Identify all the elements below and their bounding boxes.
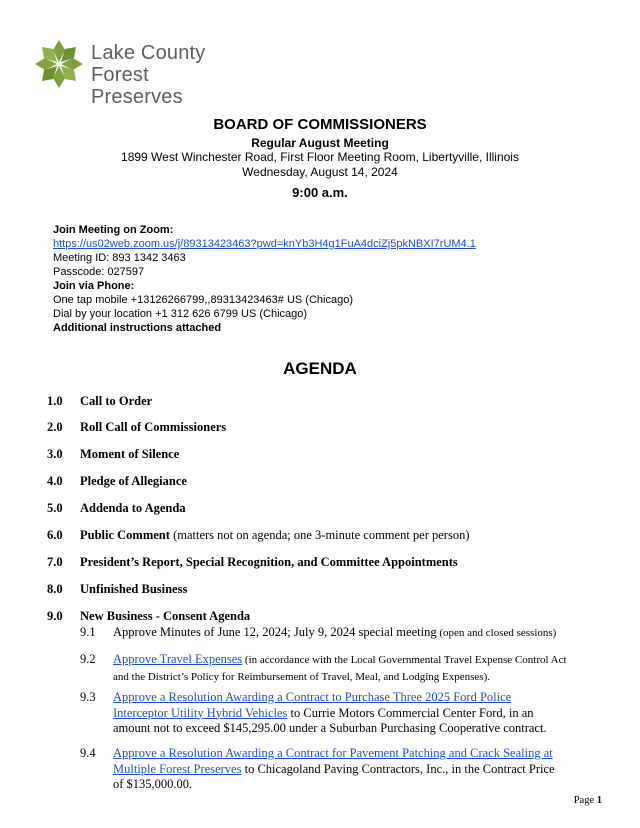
sub-item-text [113,652,568,685]
one-tap-mobile: One tap mobile +13126266799,,89313423463# US (Chicago) [53,294,353,306]
zoom-join-label: Join Meeting on Zoom: [53,224,174,236]
meeting-time: 9:00 a.m. [292,185,348,200]
public-comment-title: Public Comment [80,528,170,542]
police-vehicles-link[interactable]: Approve a Resolution Awarding a Contract to Purchase Three 2025 Ford Police Interceptor Utility Hybrid Vehicles [113,690,512,720]
board-title: BOARD OF COMMISSIONERS [213,116,427,133]
page-number-value: 1 [596,795,602,806]
minutes-note: (open and closed sessions) [436,627,557,639]
agenda-item-number: 9.0 [47,609,63,623]
sub-item-number: 9.4 [80,746,96,760]
agenda-item-title: Addenda to Agenda [80,501,186,515]
police-vehicles-desc: to Currie Motors Commercial Center Ford, in an amount not to exceed $145,295.00 under a Suburban Purchasing Cooperative contract. [113,705,547,735]
meeting-date: Wednesday, August 14, 2024 [242,165,398,179]
organization-logo [33,38,243,108]
zoom-meeting-id: Meeting ID: 893 1342 3463 [53,252,186,264]
minutes-text: Approve Minutes of June 12, 2024; July 9, 2024 special meeting [113,625,437,639]
agenda-item-title: Roll Call of Commissioners [80,420,227,434]
sub-item-number: 9.2 [80,652,96,666]
travel-expenses-link[interactable]: Approve Travel Expenses [113,652,243,666]
agenda-item-number: 2.0 [47,420,63,434]
sub-item-text [113,746,568,793]
agenda-item-title: Call to Order [80,394,153,408]
agenda-item-title: Moment of Silence [80,447,180,461]
sub-item-text [113,690,568,737]
agenda-item-number: 6.0 [47,528,63,542]
meeting-address: 1899 West Winchester Road, First Floor Meeting Room, Libertyville, Illinois [121,150,519,164]
agenda-item-title: Unfinished Business [80,582,188,596]
agenda-item-number: 1.0 [47,394,63,408]
agenda-item-number: 3.0 [47,447,63,461]
zoom-meeting-link[interactable]: https://us02web.zoom.us/j/89313423463?pwd=knYb3H4g1FuA4dciZj5pkNBXI7rUM4.1 [53,238,476,250]
agenda-item-number: 8.0 [47,582,63,596]
zoom-passcode: Passcode: 027597 [53,266,145,278]
agenda-item-number: 4.0 [47,474,63,488]
agenda-item-title: New Business - Consent Agenda [80,609,251,623]
pavement-patching-link[interactable]: Approve a Resolution Awarding a Contract for Pavement Patching and Crack Sealing at Multiple Forest Preserves [113,746,553,776]
agenda-item-title: Pledge of Allegiance [80,474,187,488]
page-label: Page [573,795,595,806]
logo-line1: Lake County [91,42,206,64]
page-number [574,795,602,806]
leaf-star-logo-icon [33,38,85,90]
sub-item-text [113,625,568,642]
dial-by-location: Dial by your location +1 312 626 6799 US (Chicago) [53,308,308,320]
additional-instructions: Additional instructions attached [53,322,222,334]
agenda-item-number: 7.0 [47,555,63,569]
sub-item-number: 9.3 [80,690,96,704]
agenda-heading: AGENDA [283,359,357,378]
agenda-item-number: 5.0 [47,501,63,515]
agenda-item-title [80,528,470,543]
sub-item-number: 9.1 [80,625,96,639]
phone-join-label: Join via Phone: [53,280,135,292]
travel-expenses-desc: (in accordance with the Local Governmental Travel Expense Control Act and the District’s Policy for Reimbursement of Travel, Meal, and Lodging Expenses). [113,654,567,683]
public-comment-note: (matters not on agenda; one 3-minute comment per person) [169,528,470,542]
agenda-item-title: President’s Report, Special Recognition, and Committee Appointments [80,555,458,569]
meeting-subtitle: Regular August Meeting [251,136,389,150]
pavement-patching-desc: to Chicagoland Paving Contractors, Inc., in the Contract Price of $135,000.00. [113,761,555,791]
logo-line2: Forest Preserves [91,64,183,108]
